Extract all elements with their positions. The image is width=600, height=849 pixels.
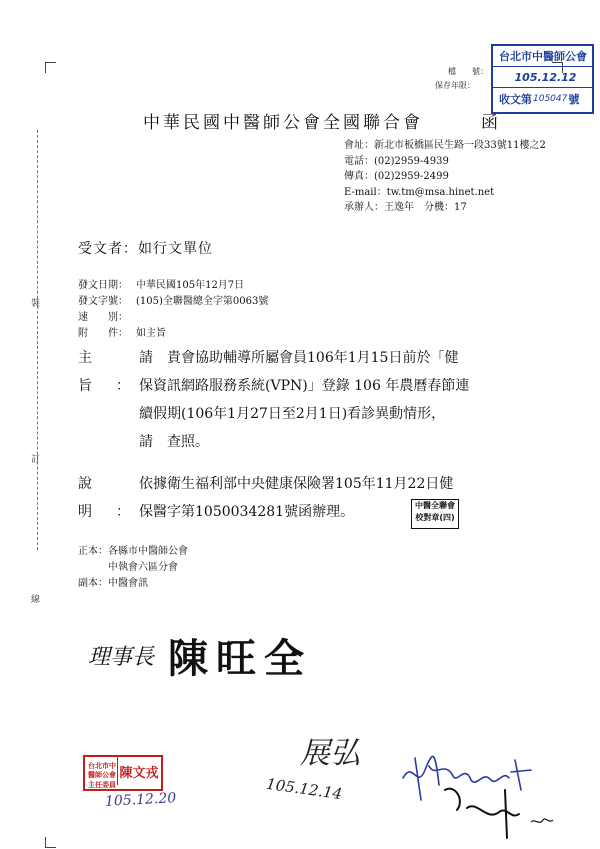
sender-phone: 電話：(02)2959-4939 xyxy=(344,155,449,167)
meta-date-label: 發文日期： xyxy=(78,280,128,291)
received-stamp xyxy=(491,44,594,114)
handwritten-signature xyxy=(395,730,555,840)
explanation-line-1: 依據衛生福利部中央健康保險署105年11月22日健 xyxy=(139,476,454,492)
cc-main-1: 各縣市中醫師公會 xyxy=(108,546,188,557)
cc-main-label: 正本： xyxy=(78,546,108,557)
explanation-line-2: 保醫字第1050034281號函辦理。 xyxy=(139,504,355,520)
receipt-suffix: 號 xyxy=(568,92,580,106)
received-stamp-org: 台北市中醫師公會 xyxy=(493,46,592,67)
retention-label: 保存年限： xyxy=(435,81,475,90)
cc-copy-row xyxy=(78,576,188,592)
corner-mark-top-left xyxy=(45,62,56,73)
meta-attach: 如主旨 xyxy=(136,328,166,339)
handwritten-date-left: 105.12.20 xyxy=(104,790,177,810)
chairman-title: 理事長 xyxy=(88,645,155,670)
handwritten-note: 展弘 xyxy=(300,736,360,771)
meta-date-row xyxy=(78,278,268,294)
document-meta xyxy=(78,278,268,342)
sender-address: 會址：新北市板橋區民生路一段33號11樓之2 xyxy=(344,140,546,151)
sender-fax: 傳真：(02)2959-2499 xyxy=(344,171,449,182)
received-stamp-date: 105.12.12 xyxy=(493,67,592,88)
sender-email: E-mail：tw.tm@msa.hinet.net xyxy=(344,186,495,198)
document-type: 函 xyxy=(481,113,498,133)
sender-info xyxy=(344,138,546,216)
binding-line xyxy=(37,130,38,550)
meta-number-label: 發文字號： xyxy=(78,296,128,307)
cc-main-row xyxy=(78,544,188,560)
meta-attach-label: 附 件： xyxy=(78,328,128,339)
proofreading-seal xyxy=(411,499,459,529)
binding-char-1: 裝 xyxy=(31,299,41,309)
meta-number-row xyxy=(78,294,268,310)
proofreading-seal-line-1: 中醫全聯會 xyxy=(415,501,455,510)
received-stamp-receipt xyxy=(493,88,592,109)
cc-copy-label: 副本： xyxy=(78,578,108,589)
committee-stamp-org: 台北市中醫師公會 xyxy=(88,762,116,779)
subject-line-1: 請 貴會協助輔導所屬會員106年1月15日前於「健 xyxy=(139,350,459,366)
subject-label: 主旨： xyxy=(78,350,154,394)
meta-number: (105)全聯醫總全字第0063號 xyxy=(136,296,269,307)
cc-copy: 中醫會訊 xyxy=(108,578,148,589)
chairman-name: 陳旺全 xyxy=(168,635,312,682)
receipt-number: 105047 xyxy=(533,93,568,104)
subject-line-4: 請 查照。 xyxy=(139,434,209,450)
meta-speed-label: 速 別： xyxy=(78,312,128,323)
proofreading-seal-line-2: 校對章(四) xyxy=(415,513,455,522)
explanation-label: 說明： xyxy=(78,476,154,520)
meta-attach-row xyxy=(78,326,268,342)
explanation-text xyxy=(139,470,600,526)
subject-line-2: 保資訊網路服務系統(VPN)」登錄 106 年農曆春節連 xyxy=(139,378,470,394)
corner-mark-bottom-left xyxy=(45,837,56,848)
document-title: 中華民國中醫師公會全國聯合會 xyxy=(143,113,423,133)
binding-char-3: 線 xyxy=(31,595,41,605)
meta-speed-row xyxy=(78,310,268,326)
handwritten-date-mid: 105.12.14 xyxy=(265,774,344,804)
committee-stamp-role: 主任委員 xyxy=(88,781,116,789)
distribution-list xyxy=(78,544,188,592)
committee-stamp-name: 陳文戎 xyxy=(117,757,160,785)
sender-handler: 承辦人：王逸年 分機：17 xyxy=(344,202,467,213)
recipient: 受文者：如行文單位 xyxy=(78,241,213,257)
receipt-label: 收文第 xyxy=(499,92,532,106)
meta-date: 中華民國105年12月7日 xyxy=(136,280,245,291)
subject-line-3: 續假期(106年1月27日至2月1日)看診異動情形， xyxy=(139,406,446,422)
binding-char-2: 訂 xyxy=(31,455,41,465)
subject-text xyxy=(139,344,600,456)
cc-main-2: 中執會六區分會 xyxy=(108,562,178,573)
file-number-label: 檔 號： xyxy=(448,67,488,76)
